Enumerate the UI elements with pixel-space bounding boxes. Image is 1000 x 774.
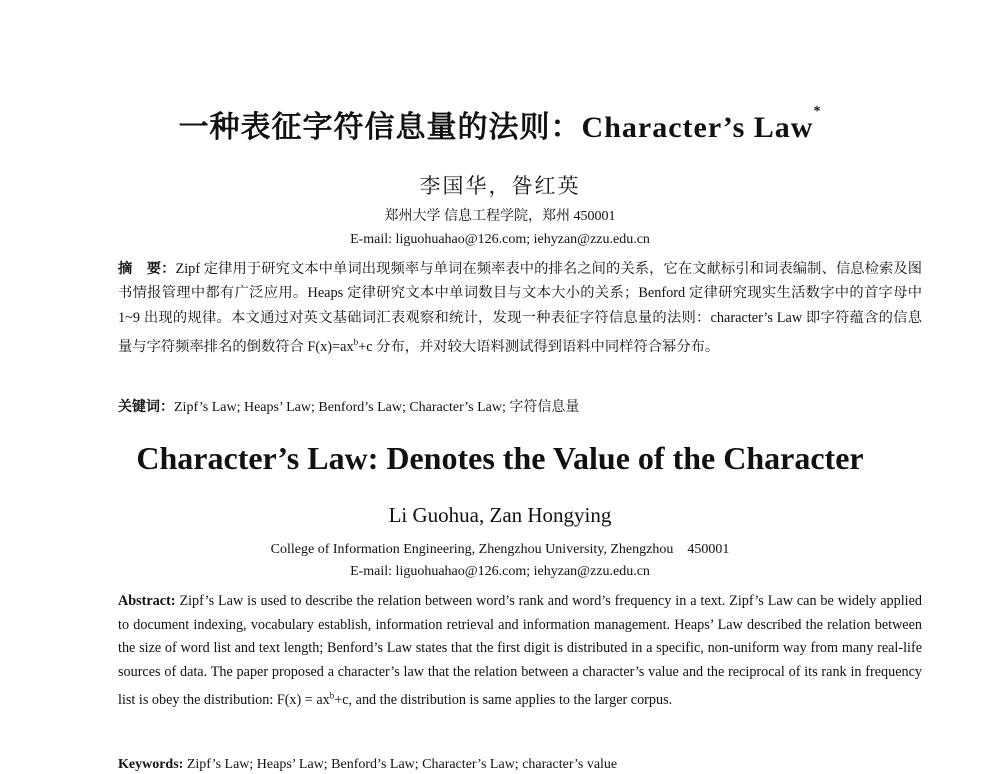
title-footnote-mark: * xyxy=(813,104,822,119)
english-keywords-text: Zipf’s Law; Heaps’ Law; Benford’s Law; Character’s Law; character’s value xyxy=(186,757,618,772)
chinese-email: E-mail: liguohuahao@126.com; iehyzan@zzu.edu.cn xyxy=(350,232,650,247)
chinese-abstract-label: 摘 要： xyxy=(118,261,176,277)
english-authors: Li Guohua, Zan Hongying xyxy=(388,503,612,527)
chinese-abstract-text: Zipf 定律用于研究文本中单词出现频率与单词在频率表中的排名之间的关系，它在文献标引和词表编制、信息检索及图书情报管理中都有广泛应用。Heaps 定律研究文本中单词数目与文本大小的关系；Benford 定律研究现实生活数字中的首字母中 1~9 出现的规律。本文通过对英文基础词汇表观察和统计，发现一种表征字符信息量的法则：character’s Law 即字符蕴含的信息量与字符频率排名的倒数符合 $F(x)=ax^b+c$ 分布，并对较大语料测试得到语料中同样符合幂分布。 xyxy=(118,261,922,355)
english-email: E-mail: liguohuahao@126.com; iehyzan@zzu.edu.cn xyxy=(350,564,650,579)
chinese-keywords-text: Zipf’s Law; Heaps’ Law; Benford’s Law; Character’s Law; 字符信息量 xyxy=(174,400,580,415)
english-keywords xyxy=(118,756,922,774)
chinese-title-text: 一种表征字符信息量的法则：Character’s Law xyxy=(178,111,814,144)
english-keywords-label: Keywords: xyxy=(118,757,184,772)
english-title: Character’s Law: Denotes the Value of the Character xyxy=(136,440,864,476)
english-affiliation: College of Information Engineering, Zhengzhou University, Zhengzhou 450001 xyxy=(270,542,730,557)
english-abstract-text: Zipf’s Law is used to describe the relation between word’s rank and word’s frequency in a text. Zipf’s Law can be widely applied to document indexing, vocabulary establish, information retrieval and information management. Heaps’ Law described the relation between the size of word list and text length; Benford’s Law states that the first digit is distributed in a specific, non-uniform way from many real-life sources of data. The paper proposed a character’s law that the relation between a character’s value and the reciprocal of its rank in frequency list is obey the distribution: $F(x) = ax^b+c$, and the distribution is same applies to the larger corpus. xyxy=(118,593,923,708)
chinese-abstract xyxy=(118,257,922,359)
chinese-authors: 李国华，昝红英 xyxy=(419,174,581,198)
english-abstract xyxy=(118,590,922,712)
chinese-keywords-label: 关键词： xyxy=(118,400,174,415)
chinese-affiliation: 郑州大学 信息工程学院，郑州 450001 xyxy=(384,209,616,224)
chinese-title xyxy=(0,102,1000,146)
chinese-keywords xyxy=(118,398,922,418)
english-abstract-label: Abstract: xyxy=(118,593,176,609)
